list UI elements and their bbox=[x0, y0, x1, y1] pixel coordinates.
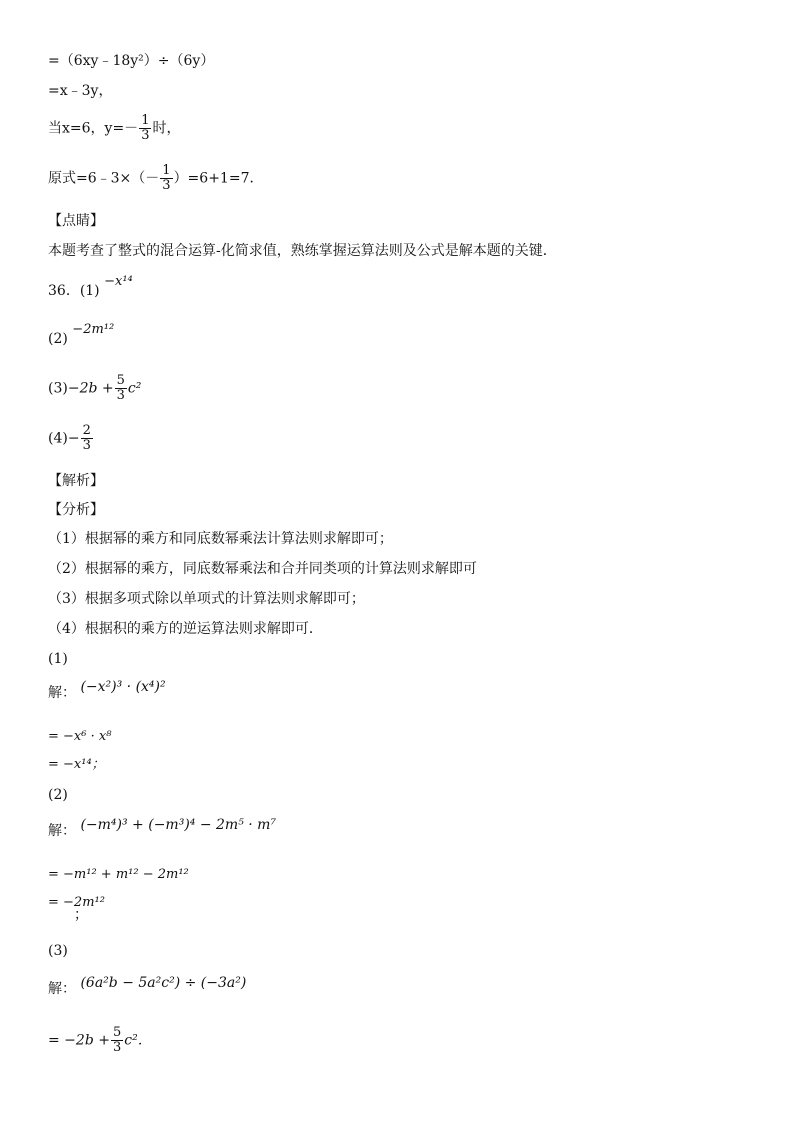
part-1-step-2: = −x⁶ · x⁸ bbox=[48, 729, 112, 744]
q36-answer-4 bbox=[48, 424, 94, 453]
fraction-one-third: $\frac{1}{3}$ bbox=[141, 113, 150, 143]
fenxi-header: 【分析】 bbox=[48, 502, 104, 518]
part-2-step-3: = −2m¹² bbox=[48, 895, 105, 910]
answer-3-label: (3) bbox=[48, 380, 68, 397]
answer-4-label: (4) bbox=[48, 430, 68, 447]
calc-line-4-post: ）=6+1=7． bbox=[173, 170, 264, 187]
q36-label: 36．(1) bbox=[48, 283, 100, 299]
fraction-one-third-b: $\frac{1}{3}$ bbox=[162, 163, 171, 193]
fraction-five-thirds: $\frac{5}{3}$ bbox=[116, 373, 125, 403]
calc-line-3-pre: 当x=6，y=－ bbox=[48, 120, 139, 137]
q36-answer-3 bbox=[48, 374, 141, 403]
calc-line-2: =x﹣3y， bbox=[48, 83, 113, 99]
part-3-label: (3) bbox=[48, 943, 68, 959]
q36-answer-1 bbox=[48, 274, 133, 301]
answer-1-math: −x¹⁴ bbox=[104, 274, 133, 289]
jie-label-3: 解： bbox=[48, 981, 76, 997]
answer-2-math: −2m¹² bbox=[72, 322, 115, 337]
part-1-step-3: = −x¹⁴； bbox=[48, 757, 105, 772]
fenxi-item-1: （1）根据幂的乘方和同底数幂乘法计算法则求解即可； bbox=[48, 531, 393, 547]
q36-answer-2 bbox=[48, 322, 115, 349]
calc-line-1: =（6xy﹣18y²）÷（6y） bbox=[48, 53, 215, 69]
part-3-expr bbox=[48, 975, 247, 998]
fenxi-item-2: （2）根据幂的乘方，同底数幂乘法和合并同类项的计算法则求解即可 bbox=[48, 561, 477, 577]
expr-3: (6a²b − 5a²c²) ÷ (−3a²) bbox=[80, 975, 247, 991]
part-3-step-2 bbox=[48, 1026, 152, 1055]
answer-3-post: c² bbox=[127, 380, 142, 397]
comment-header: 【点睛】 bbox=[48, 213, 104, 229]
part-1-expr bbox=[48, 679, 166, 702]
fenxi-item-3: （3）根据多项式除以单项式的计算法则求解即可； bbox=[48, 591, 365, 607]
answer-2-label: (2) bbox=[48, 331, 68, 347]
part-1-label: (1) bbox=[48, 651, 68, 667]
part-2-label: (2) bbox=[48, 787, 68, 803]
part-3-step-2-pre: = −2b + bbox=[48, 1032, 110, 1049]
part-2-step-2: = −m¹² + m¹² − 2m¹² bbox=[48, 867, 189, 882]
calc-line-3 bbox=[48, 114, 180, 143]
calc-line-4 bbox=[48, 164, 263, 193]
part-2-expr bbox=[48, 817, 277, 840]
fenxi-item-4: （4）根据积的乘方的逆运算法则求解即可． bbox=[48, 621, 323, 637]
answer-3-pre: −2b + bbox=[67, 380, 114, 397]
fraction-five-thirds-b: $\frac{5}{3}$ bbox=[112, 1025, 122, 1055]
answer-4-minus: − bbox=[67, 430, 80, 447]
expr-2: (−m⁴)³ + (−m³)⁴ − 2m⁵ · m⁷ bbox=[80, 817, 277, 833]
fraction-two-thirds: $\frac{2}{3}$ bbox=[82, 423, 91, 453]
calc-line-3-post: 时， bbox=[152, 120, 181, 137]
expr-1: (−x²)³ · (x⁴)² bbox=[80, 679, 166, 695]
comment-text: 本题考查了整式的混合运算-化简求值，熟练掌握运算法则及公式是解本题的关键． bbox=[48, 243, 557, 259]
calc-line-4-pre: 原式=6﹣3×（－ bbox=[48, 170, 160, 187]
part-3-step-2-post: c²． bbox=[124, 1032, 152, 1049]
jie-label-2: 解： bbox=[48, 823, 76, 839]
analysis-header: 【解析】 bbox=[48, 473, 104, 489]
part-2-semicolon: ； bbox=[74, 907, 88, 923]
jie-label-1: 解： bbox=[48, 685, 76, 701]
